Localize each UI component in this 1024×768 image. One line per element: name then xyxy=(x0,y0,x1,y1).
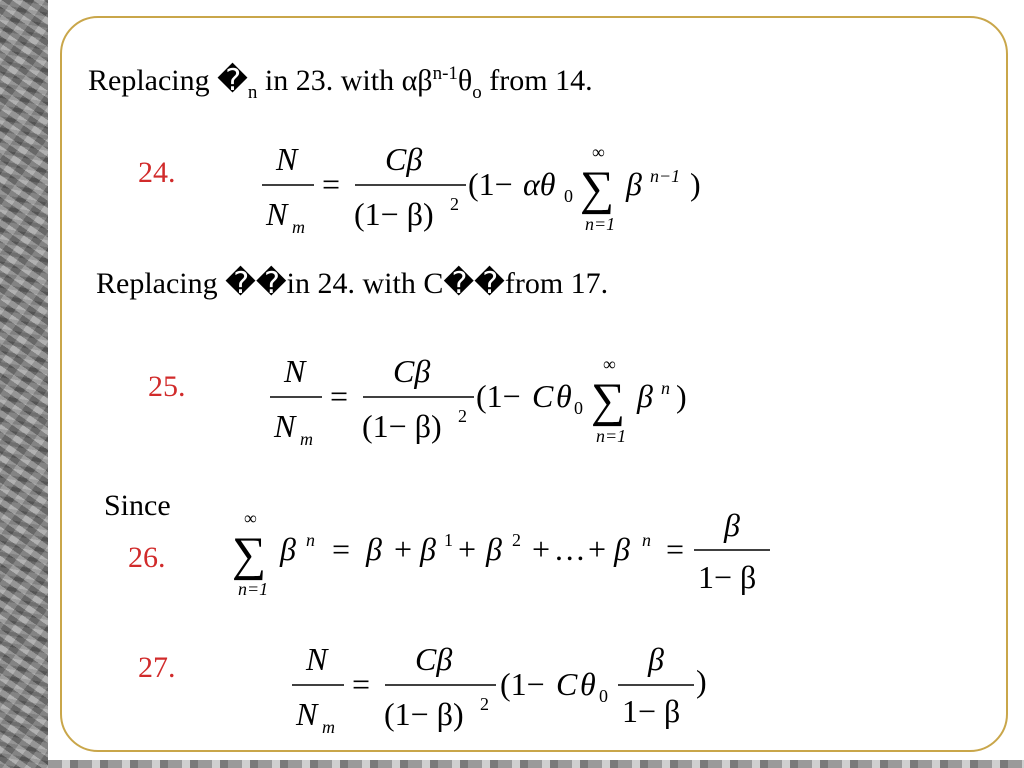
eq-one-minus: (1− xyxy=(476,378,521,414)
eq-infinity: ∞ xyxy=(244,508,257,528)
bottom-decorative-strip xyxy=(48,760,1024,768)
eq-one-minus: (1− xyxy=(500,666,545,702)
eq-superscript-n: n xyxy=(306,530,315,550)
eq-denominator: (1− β) xyxy=(354,196,434,232)
eq-plus: + xyxy=(532,531,551,567)
eq-subscript-m: m xyxy=(300,429,313,449)
eq-equals: = xyxy=(352,666,371,702)
eq-ellipsis: … xyxy=(556,531,585,567)
eq-subscript-0: 0 xyxy=(599,686,608,706)
subscript-n: n xyxy=(247,82,258,103)
missing-glyph: � xyxy=(217,64,248,97)
eq-N: N xyxy=(284,353,306,389)
eq-N: N xyxy=(296,696,318,732)
eq-superscript: n−1 xyxy=(650,166,681,186)
eq-superscript-2: 2 xyxy=(512,530,521,550)
text-line-1 xyxy=(88,64,593,102)
eq-beta: β xyxy=(366,531,382,567)
eq-sum-index: n=1 xyxy=(596,426,627,446)
eq-theta: θ xyxy=(580,666,596,702)
eq-beta: β xyxy=(637,378,653,414)
eq-equals: = xyxy=(322,166,341,202)
eq-plus: + xyxy=(458,531,477,567)
equation-label-27: 27. xyxy=(138,651,176,684)
sigma-icon: ∑ xyxy=(591,374,626,427)
eq-denominator: 1− β xyxy=(622,693,681,729)
theta-symbol: θ xyxy=(457,64,473,97)
equation-27 xyxy=(288,640,728,745)
eq-N: N xyxy=(276,141,298,177)
eq-close-paren: ) xyxy=(696,663,707,699)
eq-beta: β xyxy=(614,531,630,567)
eq-denominator: (1− β) xyxy=(362,408,442,444)
alpha-beta-symbol: αβ xyxy=(401,64,433,97)
eq-infinity: ∞ xyxy=(603,354,616,374)
eq-C: C xyxy=(556,666,578,702)
equation-label-26: 26. xyxy=(128,541,166,574)
eq-infinity: ∞ xyxy=(592,142,605,162)
eq-beta: β xyxy=(724,507,740,543)
eq-sum-index: n=1 xyxy=(238,579,269,599)
eq-beta: β xyxy=(486,531,502,567)
equation-25 xyxy=(266,352,706,462)
eq-C: C xyxy=(532,378,554,414)
eq-one-minus: (1− xyxy=(468,166,513,202)
eq-superscript-1: 1 xyxy=(444,530,453,550)
eq-C-beta: Cβ xyxy=(385,141,423,177)
eq-N: N xyxy=(274,408,296,444)
eq-superscript-2: 2 xyxy=(458,406,467,426)
eq-close-paren: ) xyxy=(676,378,687,414)
eq-beta: β xyxy=(648,641,664,677)
text-line-2: Replacing ��in 24. with C��from 17. xyxy=(96,267,609,300)
eq-superscript-2: 2 xyxy=(480,694,489,714)
eq-equals: = xyxy=(330,378,349,414)
equation-24 xyxy=(258,140,718,250)
since-text: Since xyxy=(104,489,171,522)
eq-subscript-m: m xyxy=(292,217,305,237)
superscript-n-minus-1: n-1 xyxy=(432,63,458,84)
eq-denominator: 1− β xyxy=(698,559,757,595)
eq-N: N xyxy=(266,196,288,232)
eq-equals: = xyxy=(666,531,685,567)
eq-plus: + xyxy=(588,531,607,567)
eq-subscript-0: 0 xyxy=(574,398,583,418)
eq-C-beta: Cβ xyxy=(415,641,453,677)
sigma-icon: ∑ xyxy=(580,162,615,215)
eq-beta: β xyxy=(420,531,436,567)
equation-label-25: 25. xyxy=(148,370,186,403)
subscript-o: o xyxy=(472,82,482,103)
text-fragment: in 23. with xyxy=(257,64,402,97)
eq-sum-index: n=1 xyxy=(585,214,616,234)
eq-N: N xyxy=(306,641,328,677)
equation-26 xyxy=(232,502,792,607)
equation-label-24: 24. xyxy=(138,156,176,189)
eq-subscript-m: m xyxy=(322,717,335,737)
eq-C-beta: Cβ xyxy=(393,353,431,389)
eq-subscript-0: 0 xyxy=(564,186,573,206)
eq-close-paren: ) xyxy=(690,166,701,202)
sigma-icon: ∑ xyxy=(232,528,267,581)
eq-beta: β xyxy=(626,166,642,202)
eq-plus: + xyxy=(394,531,413,567)
eq-alpha-theta: αθ xyxy=(523,166,556,202)
eq-superscript-n: n xyxy=(642,530,651,550)
eq-denominator: (1− β) xyxy=(384,696,464,732)
text-fragment: Replacing xyxy=(88,64,218,97)
eq-superscript-2: 2 xyxy=(450,194,459,214)
eq-superscript-n: n xyxy=(661,378,670,398)
eq-beta: β xyxy=(280,531,296,567)
eq-equals: = xyxy=(332,531,351,567)
text-fragment: from 14. xyxy=(481,64,593,97)
eq-theta: θ xyxy=(556,378,572,414)
